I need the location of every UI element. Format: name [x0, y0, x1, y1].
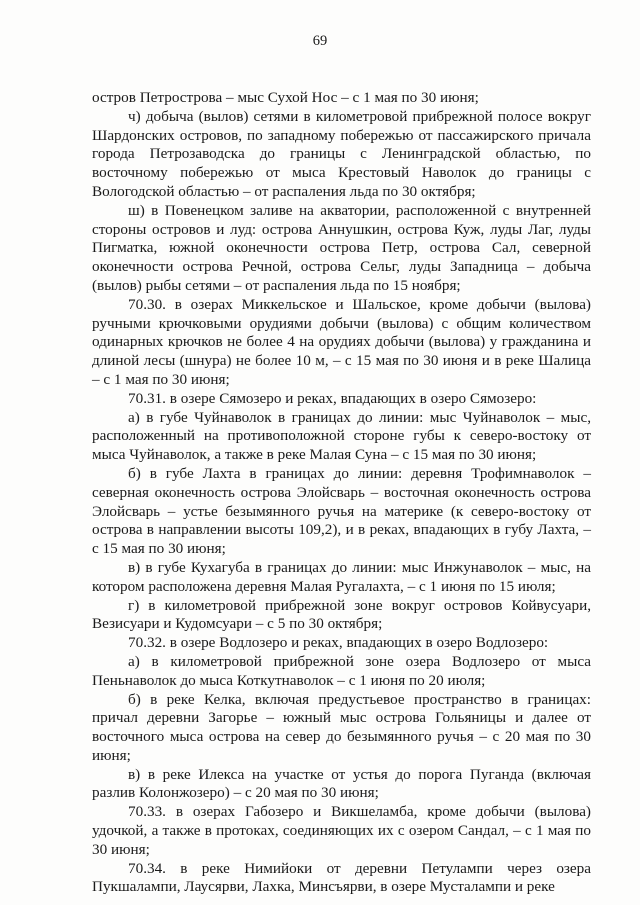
paragraph-70-32-b: б) в реке Келка, включая предустьевое пространство в границах: причал деревни Загорье – южный мыс острова Гольяницы и далее от восточного мыса острова на север до безымянного ручья – с 20 мая по 30 июня; — [92, 690, 591, 764]
paragraph-item-ch: ч) добыча (вылов) сетями в километровой прибрежной полосе вокруг Шардонских островов, по западному побережью от пассажирского причала города Петрозаводска до границы с Ленинградской областью, по восточному побережью от мыса Крестовый Наволок до границы с Вологодской областью – от распаления льда по 30 октября; — [92, 107, 591, 200]
paragraph-70-32-a: а) в километровой прибрежной зоне озера Водлозеро от мыса Пеньнаволок до мыса Коткутнаволок – с 1 июня по 20 июля; — [92, 652, 591, 689]
paragraph-70-31-a: а) в губе Чуйнаволок в границах до линии: мыс Чуйнаволок – мыс, расположенный на противоположной стороне губы к северо-востоку от мыса Чуйнаволок, а также в реке Малая Суна – с 15 мая по 30 июня; — [92, 408, 591, 464]
paragraph-70-34: 70.34. в реке Нимийоки от деревни Петулампи через озера Пукшалампи, Лаусярви, Лахка, Минсъярви, в озере Мусталампи и реке — [92, 859, 591, 896]
paragraph-70-31: 70.31. в озере Сямозеро и реках, впадающих в озеро Сямозеро: — [128, 389, 537, 407]
paragraph-70-31-g: г) в километровой прибрежной зоне вокруг островов Койвусуари, Везисуари и Кудомсуари – с 5 по 30 октября; — [92, 596, 591, 633]
paragraph-70-31-v: в) в губе Кухагуба в границах до линии: мыс Инжунаволок – мыс, на котором расположена деревня Малая Ругалахта, – с 1 июня по 15 июля; — [92, 558, 591, 595]
paragraph-70-30: 70.30. в озерах Миккельское и Шальское, кроме добычи (вылова) ручными крючковыми орудиями добычи (вылова) с общим количеством одинарных крючков не более 4 на орудиях добычи (вылова) у гражданина и длиной лесы (шнура) не более 10 м, – с 15 мая по 30 июня и в реке Шалица – с 1 мая по 30 июня; — [92, 295, 591, 388]
paragraph-70-32: 70.32. в озере Водлозеро и реках, впадающих в озеро Водлозеро: — [128, 634, 549, 652]
paragraph-70-32-v: в) в реке Илекса на участке от устья до порога Пуганда (включая разлив Колонжозеро) – с 20 мая по 30 июня; — [92, 765, 591, 802]
page-number: 69 — [312, 33, 328, 49]
paragraph-item-sh: ш) в Повенецком заливе на акватории, расположенной с внутренней стороны островов и луд: острова Аннушкин, острова Куж, луды Лаг, луды Пигматка, южной оконечности острова Петр, острова Сал, северной оконечности острова Речной, острова Сельг, луды Западница – добыча (вылов) рыбы сетями – от распаления льда по 15 ноября; — [92, 201, 591, 294]
paragraph-70-31-b: б) в губе Лахта в границах до линии: деревня Трофимнаволок – северная оконечность острова Элойсварь – восточная оконечность острова Элойсварь – устье безымянного ручья на материке (к северо-востоку от острова в направлении высоты 109,2), и в реках, впадающих в губу Лахта, – с 15 мая по 30 июня; — [92, 464, 591, 558]
document-body — [92, 89, 591, 897]
paragraph-continuation: остров Петрострова – мыс Сухой Нос – с 1 мая по 30 июня; — [92, 89, 479, 106]
paragraph-70-33: 70.33. в озерах Габозеро и Викшеламба, кроме добычи (вылова) удочкой, а также в протоках, соединяющих их с озером Сандал, – с 1 мая по 30 июня; — [92, 803, 591, 858]
